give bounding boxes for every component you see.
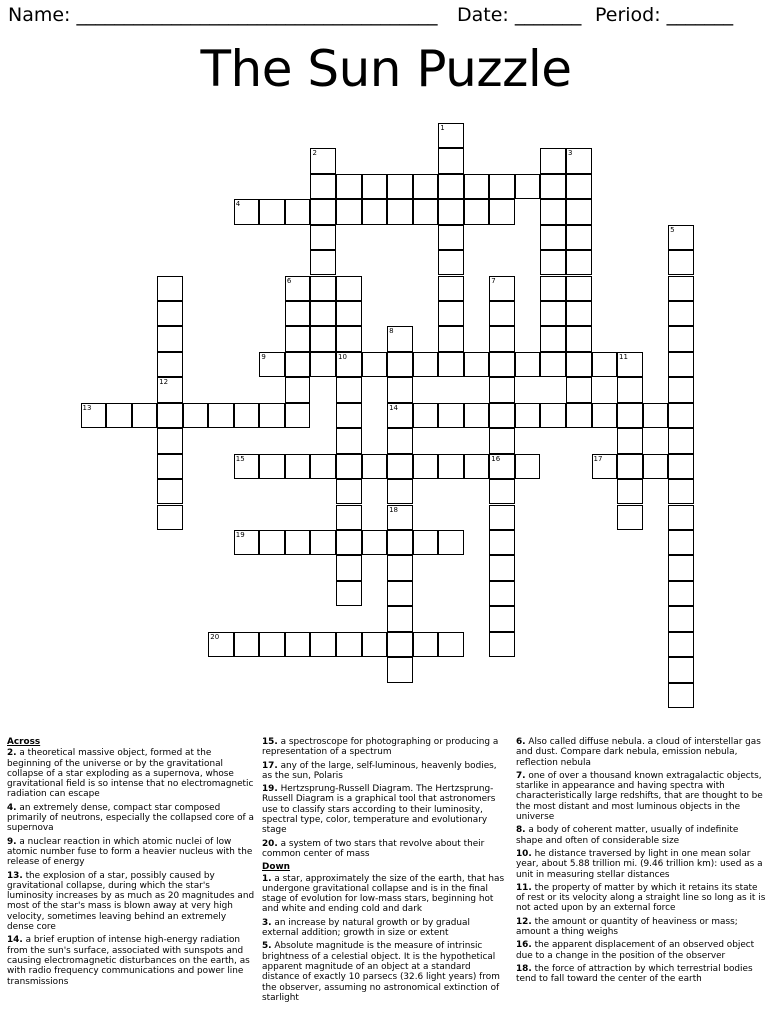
grid-cell[interactable]: [592, 403, 618, 428]
grid-cell[interactable]: [336, 326, 362, 351]
grid-cell[interactable]: [157, 377, 183, 402]
grid-cell[interactable]: [336, 505, 362, 530]
across-heading: Across: [7, 737, 41, 747]
grid-cell[interactable]: [259, 199, 285, 224]
clue-down-11: [516, 883, 766, 914]
grid-cell[interactable]: [668, 632, 694, 657]
grid-cell[interactable]: [668, 454, 694, 479]
grid-cell[interactable]: [489, 581, 515, 606]
grid-cell[interactable]: [668, 683, 694, 708]
grid-cell[interactable]: [234, 454, 260, 479]
grid-cell[interactable]: [540, 276, 566, 301]
grid-cell[interactable]: [489, 555, 515, 580]
clue-down-6: [516, 737, 766, 768]
grid-cell[interactable]: [643, 403, 669, 428]
clue-across-14: [7, 935, 255, 986]
grid-cell[interactable]: [285, 276, 311, 301]
grid-cell[interactable]: [643, 454, 669, 479]
grid-cell[interactable]: [668, 606, 694, 631]
grid-cell[interactable]: [566, 326, 592, 351]
grid-cell[interactable]: [540, 250, 566, 275]
grid-cell[interactable]: [438, 403, 464, 428]
grid-cell[interactable]: [464, 352, 490, 377]
grid-cell[interactable]: [310, 352, 336, 377]
grid-cell[interactable]: [132, 403, 158, 428]
clue-number: 14.: [7, 935, 23, 946]
grid-cell[interactable]: [540, 352, 566, 377]
clue-number: 18.: [516, 963, 532, 974]
grid-cell[interactable]: [336, 276, 362, 301]
grid-cell[interactable]: [668, 250, 694, 275]
grid-cell[interactable]: [540, 301, 566, 326]
grid-cell[interactable]: [336, 403, 362, 428]
clue-number: 5.: [262, 941, 272, 952]
clue-number: 20.: [262, 838, 278, 849]
grid-cell[interactable]: [413, 454, 439, 479]
grid-cell[interactable]: [617, 377, 643, 402]
grid-cell[interactable]: [310, 454, 336, 479]
grid-cell[interactable]: [438, 454, 464, 479]
clue-text: the apparent displacement of an observed object due to a change in the position of the observer: [516, 940, 755, 961]
clue-down-18: [516, 964, 766, 985]
clue-number: 11.: [516, 882, 532, 893]
clue-number-label: 18: [389, 505, 399, 514]
clue-number-label: 15: [235, 454, 245, 463]
grid-cell[interactable]: [387, 377, 413, 402]
grid-cell[interactable]: [566, 352, 592, 377]
clue-number: 15.: [262, 737, 278, 747]
clue-number-label: 4: [235, 200, 241, 209]
grid-cell[interactable]: [438, 148, 464, 173]
grid-cell[interactable]: [310, 530, 336, 555]
grid-cell[interactable]: [413, 530, 439, 555]
grid-cell[interactable]: [285, 454, 311, 479]
grid-cell[interactable]: [489, 326, 515, 351]
grid-cell[interactable]: [387, 606, 413, 631]
grid-cell[interactable]: [540, 326, 566, 351]
grid-cell[interactable]: [387, 632, 413, 657]
grid-cell[interactable]: [438, 276, 464, 301]
clue-down-10: [516, 849, 766, 880]
clue-number-label: 20: [210, 632, 220, 641]
clue-number-label: 6: [286, 276, 292, 285]
grid-cell[interactable]: [336, 377, 362, 402]
grid-cell[interactable]: [464, 199, 490, 224]
grid-cell[interactable]: [362, 454, 388, 479]
grid-cell[interactable]: [668, 225, 694, 250]
grid-cell[interactable]: [668, 301, 694, 326]
grid-cell[interactable]: [336, 428, 362, 453]
clue-number-label: 8: [389, 327, 394, 336]
grid-cell[interactable]: [540, 148, 566, 173]
grid-cell[interactable]: [617, 403, 643, 428]
clue-text: he distance traversed by light in one mean solar year, about 5.88 trillion mi. (9.46 trillion km): used as a unit in measuring stellar distances: [516, 848, 763, 880]
clue-text: an extremely dense, compact star composed primarily of neutrons, especially the collapsed core of a supernova: [7, 802, 254, 834]
grid-cell[interactable]: [438, 174, 464, 199]
clue-number: 2.: [7, 748, 17, 759]
clue-number-label: 9: [261, 352, 266, 361]
grid-cell[interactable]: [387, 352, 413, 377]
clue-text: the force of attraction by which terrestrial bodies tend to fall toward the center of the earth: [516, 963, 753, 985]
grid-cell[interactable]: [285, 199, 311, 224]
grid-cell[interactable]: [234, 403, 260, 428]
clue-text: Absolute magnitude is the measure of intrinsic brightness of a celestial object. It is the hypothetical apparent magnitude of an object at a standard distance of exactly 10 parsecs (32.6 light years) from the observer, assuming no astronomical extinction of starlight: [262, 941, 500, 1003]
grid-cell[interactable]: [310, 250, 336, 275]
clue-across-4: [7, 803, 255, 834]
grid-cell[interactable]: [157, 326, 183, 351]
clue-text: a system of two stars that revolve about their common center of mass: [262, 838, 485, 859]
grid-cell[interactable]: [259, 352, 285, 377]
grid-cell[interactable]: [336, 352, 362, 377]
clue-down-8: [516, 825, 766, 846]
grid-cell[interactable]: [566, 174, 592, 199]
grid-cell[interactable]: [387, 454, 413, 479]
grid-cell[interactable]: [438, 632, 464, 657]
clue-number: 10.: [516, 848, 532, 859]
clue-number-label: 2: [312, 149, 317, 158]
grid-cell[interactable]: [489, 276, 515, 301]
grid-cell[interactable]: [387, 505, 413, 530]
grid-cell[interactable]: [310, 301, 336, 326]
clue-number: 3.: [262, 917, 272, 928]
grid-cell[interactable]: [387, 657, 413, 682]
grid-cell[interactable]: [387, 581, 413, 606]
grid-cell[interactable]: [387, 555, 413, 580]
clue-down-5: [262, 941, 508, 1003]
grid-cell[interactable]: [310, 326, 336, 351]
grid-cell[interactable]: [259, 454, 285, 479]
grid-cell[interactable]: [489, 174, 515, 199]
clue-number: 4.: [7, 802, 17, 813]
grid-cell[interactable]: [464, 174, 490, 199]
clue-text: a brief eruption of intense high-energy radiation from the sun's surface, associated with sunspots and causing electromagnetic disturbances on the earth, as with radio frequency communications and power line transmissions: [7, 935, 250, 987]
grid-cell[interactable]: [489, 377, 515, 402]
grid-cell[interactable]: [592, 352, 618, 377]
clue-text: a star, approximately the size of the earth, that has undergone gravitational collapse and is in the final stage of evolution for low-mass stars, beginning hot and white and ending cold and dark: [262, 873, 505, 915]
clue-number-label: 11: [619, 352, 628, 361]
clue-text: a body of coherent matter, usually of indefinite shape and often of considerable size: [516, 825, 739, 846]
grid-cell[interactable]: [234, 632, 260, 657]
date-field-label: Date: _______: [457, 4, 582, 26]
clue-across-19: [262, 784, 508, 835]
clue-number-label: 19: [235, 531, 245, 539]
name-field-label: Name: ______________________________________: [8, 4, 438, 26]
grid-cell[interactable]: [540, 174, 566, 199]
clue-number-label: 7: [491, 276, 496, 285]
clue-number-label: 13: [82, 403, 92, 412]
grid-cell[interactable]: [285, 403, 311, 428]
clue-number-label: 17: [593, 454, 603, 463]
grid-cell[interactable]: [157, 479, 183, 504]
clue-number: 9.: [7, 836, 17, 847]
clue-across-17: [262, 761, 508, 782]
grid-cell[interactable]: [438, 530, 464, 555]
grid-cell[interactable]: [566, 250, 592, 275]
grid-cell[interactable]: [285, 632, 311, 657]
clue-text: one of over a thousand known extragalactic objects, starlike in appearance and having spectra with characteristically large redshifts, that are thought to be the most distant and most luminous objects in the universe: [516, 770, 763, 823]
grid-cell[interactable]: [362, 352, 388, 377]
clue-text: an increase by natural growth or by gradual external addition; growth in size or extent: [262, 917, 470, 939]
grid-cell[interactable]: [285, 326, 311, 351]
grid-cell[interactable]: [566, 301, 592, 326]
grid-cell[interactable]: [285, 301, 311, 326]
grid-cell[interactable]: [464, 454, 490, 479]
grid-cell[interactable]: [387, 326, 413, 351]
grid-cell[interactable]: [413, 403, 439, 428]
grid-cell[interactable]: [310, 632, 336, 657]
clue-number: 1.: [262, 873, 272, 884]
grid-cell[interactable]: [489, 454, 515, 479]
clue-text: Hertzsprung-Russell Diagram. The Hertzsprung-Russell Diagram is a graphical tool that astronomers use to classify stars according to their luminosity, spectral type, color, temperature and evolutionary stage: [262, 784, 496, 836]
grid-cell[interactable]: [617, 505, 643, 530]
down-heading: Down: [262, 862, 290, 873]
grid-cell[interactable]: [489, 479, 515, 504]
clue-text: any of the large, self-luminous, heavenly bodies, as the sun, Polaris: [262, 760, 497, 781]
clue-number-label: 1: [440, 123, 445, 132]
clue-number-label: 10: [338, 352, 347, 361]
grid-cell[interactable]: [617, 428, 643, 453]
grid-cell[interactable]: [336, 479, 362, 504]
grid-cell[interactable]: [157, 276, 183, 301]
grid-cell[interactable]: [489, 199, 515, 224]
grid-cell[interactable]: [438, 199, 464, 224]
clue-text: the explosion of a star, possibly caused by gravitational collapse, during which the star's luminosity increases by as much as 20 magnitudes and most of the star's mass is blown away at very high velocity, sometimes leaving behind an extremely dense core: [7, 870, 255, 933]
clue-number-label: 12: [159, 378, 169, 387]
grid-cell[interactable]: [387, 479, 413, 504]
grid-cell[interactable]: [336, 174, 362, 199]
grid-cell[interactable]: [566, 403, 592, 428]
grid-cell[interactable]: [362, 174, 388, 199]
clue-across-13: [7, 871, 255, 933]
grid-cell[interactable]: [515, 352, 541, 377]
grid-cell[interactable]: [540, 403, 566, 428]
grid-cell[interactable]: [183, 403, 209, 428]
grid-cell[interactable]: [438, 123, 464, 148]
grid-cell[interactable]: [387, 199, 413, 224]
grid-cell[interactable]: [259, 403, 285, 428]
grid-cell[interactable]: [81, 403, 107, 428]
clue-down-3: [262, 918, 508, 939]
clue-text: Also called diffuse nebula. a cloud of interstellar gas and dust. Compare dark nebula, emission nebula, reflection nebula: [516, 737, 761, 768]
clue-number: 7.: [516, 770, 526, 781]
clue-down-7: [516, 771, 766, 822]
clue-number: 13.: [7, 870, 23, 881]
grid-cell[interactable]: [515, 403, 541, 428]
grid-cell[interactable]: [515, 454, 541, 479]
grid-cell[interactable]: [234, 199, 260, 224]
clue-number: 19.: [262, 784, 278, 795]
grid-cell[interactable]: [489, 606, 515, 631]
clue-down-1: [262, 874, 508, 915]
grid-cell[interactable]: [259, 530, 285, 555]
grid-cell[interactable]: [413, 632, 439, 657]
grid-cell[interactable]: [310, 174, 336, 199]
grid-cell[interactable]: [157, 428, 183, 453]
grid-cell[interactable]: [336, 632, 362, 657]
grid-cell[interactable]: [387, 428, 413, 453]
grid-cell[interactable]: [285, 352, 311, 377]
grid-cell[interactable]: [489, 632, 515, 657]
period-field-label: Period: _______: [595, 4, 734, 26]
grid-cell[interactable]: [438, 225, 464, 250]
grid-cell[interactable]: [336, 530, 362, 555]
grid-cell[interactable]: [668, 403, 694, 428]
clue-across-20: [262, 839, 508, 860]
clue-text: a spectroscope for photographing or producing a representation of a spectrum: [262, 737, 499, 758]
grid-cell[interactable]: [566, 276, 592, 301]
grid-cell[interactable]: [310, 225, 336, 250]
grid-cell[interactable]: [566, 199, 592, 224]
grid-cell[interactable]: [515, 174, 541, 199]
clue-across-2: [7, 748, 255, 799]
grid-cell[interactable]: [438, 352, 464, 377]
clue-number-label: 5: [670, 225, 675, 234]
grid-cell[interactable]: [489, 505, 515, 530]
grid-cell[interactable]: [617, 352, 643, 377]
clue-number-label: 14: [389, 403, 399, 412]
grid-cell[interactable]: [413, 174, 439, 199]
grid-cell[interactable]: [668, 505, 694, 530]
clue-text: a theoretical massive object, formed at the beginning of the universe or by the gravitational collapse of a star exploding as a supernova, whose gravitational field is so intense that no electromagnetic radiation can escape: [7, 748, 254, 800]
grid-cell[interactable]: [668, 581, 694, 606]
grid-cell[interactable]: [285, 377, 311, 402]
grid-cell[interactable]: [489, 428, 515, 453]
grid-cell[interactable]: [566, 377, 592, 402]
grid-cell[interactable]: [617, 454, 643, 479]
grid-cell[interactable]: [208, 632, 234, 657]
grid-cell[interactable]: [387, 530, 413, 555]
clue-number: 6.: [516, 737, 526, 747]
grid-cell[interactable]: [208, 403, 234, 428]
grid-cell[interactable]: [566, 225, 592, 250]
grid-cell[interactable]: [592, 454, 618, 479]
grid-cell[interactable]: [336, 581, 362, 606]
grid-cell[interactable]: [668, 428, 694, 453]
grid-cell[interactable]: [540, 199, 566, 224]
clues-column-3: [516, 737, 766, 988]
grid-cell[interactable]: [438, 301, 464, 326]
grid-cell[interactable]: [413, 352, 439, 377]
grid-cell[interactable]: [668, 276, 694, 301]
grid-cell[interactable]: [387, 174, 413, 199]
grid-cell[interactable]: [157, 454, 183, 479]
clue-number-label: 3: [567, 149, 573, 158]
grid-cell[interactable]: [668, 352, 694, 377]
grid-cell[interactable]: [336, 301, 362, 326]
grid-cell[interactable]: [489, 403, 515, 428]
grid-cell[interactable]: [362, 632, 388, 657]
clue-number-label: 16: [491, 454, 501, 463]
grid-cell[interactable]: [668, 326, 694, 351]
grid-cell[interactable]: [489, 301, 515, 326]
grid-cell[interactable]: [617, 479, 643, 504]
grid-cell[interactable]: [668, 479, 694, 504]
grid-cell[interactable]: [668, 377, 694, 402]
grid-cell[interactable]: [106, 403, 132, 428]
clue-across-9: [7, 837, 255, 868]
grid-cell[interactable]: [259, 632, 285, 657]
clue-text: a nuclear reaction in which atomic nuclei of low atomic number fuse to form a heavier nucleus with the release of energy: [7, 836, 253, 868]
grid-cell[interactable]: [387, 403, 413, 428]
clue-number: 16.: [516, 940, 532, 951]
puzzle-title: The Sun Puzzle: [200, 40, 572, 98]
grid-cell[interactable]: [157, 352, 183, 377]
grid-cell[interactable]: [438, 250, 464, 275]
grid-cell[interactable]: [285, 530, 311, 555]
grid-cell[interactable]: [566, 148, 592, 173]
clue-down-16: [516, 940, 766, 961]
grid-cell[interactable]: [464, 403, 490, 428]
grid-cell[interactable]: [310, 276, 336, 301]
grid-cell[interactable]: [157, 301, 183, 326]
grid-cell[interactable]: [157, 403, 183, 428]
grid-cell[interactable]: [489, 352, 515, 377]
grid-cell[interactable]: [310, 148, 336, 173]
grid-cell[interactable]: [540, 225, 566, 250]
clues-column-1: [7, 737, 255, 990]
grid-cell[interactable]: [336, 454, 362, 479]
clue-number: 12.: [516, 916, 532, 927]
clue-across-15: [262, 737, 508, 758]
grid-cell[interactable]: [413, 199, 439, 224]
grid-cell[interactable]: [157, 505, 183, 530]
grid-cell[interactable]: [668, 530, 694, 555]
grid-cell[interactable]: [336, 555, 362, 580]
grid-cell[interactable]: [234, 530, 260, 555]
grid-cell[interactable]: [668, 555, 694, 580]
grid-cell[interactable]: [489, 530, 515, 555]
grid-cell[interactable]: [310, 199, 336, 224]
clue-number: 17.: [262, 760, 278, 771]
clue-text: the amount or quantity of heaviness or mass; amount a thing weighs: [516, 916, 738, 938]
clue-text: the property of matter by which it retains its state of rest or its velocity along a straight line so long as it is not acted upon by an external force: [516, 882, 766, 914]
clues-column-2: [262, 737, 508, 1006]
grid-cell[interactable]: [336, 199, 362, 224]
grid-cell[interactable]: [438, 326, 464, 351]
clue-number: 8.: [516, 825, 526, 836]
grid-cell[interactable]: [362, 530, 388, 555]
grid-cell[interactable]: [668, 657, 694, 682]
grid-cell[interactable]: [362, 199, 388, 224]
clue-down-12: [516, 917, 766, 938]
